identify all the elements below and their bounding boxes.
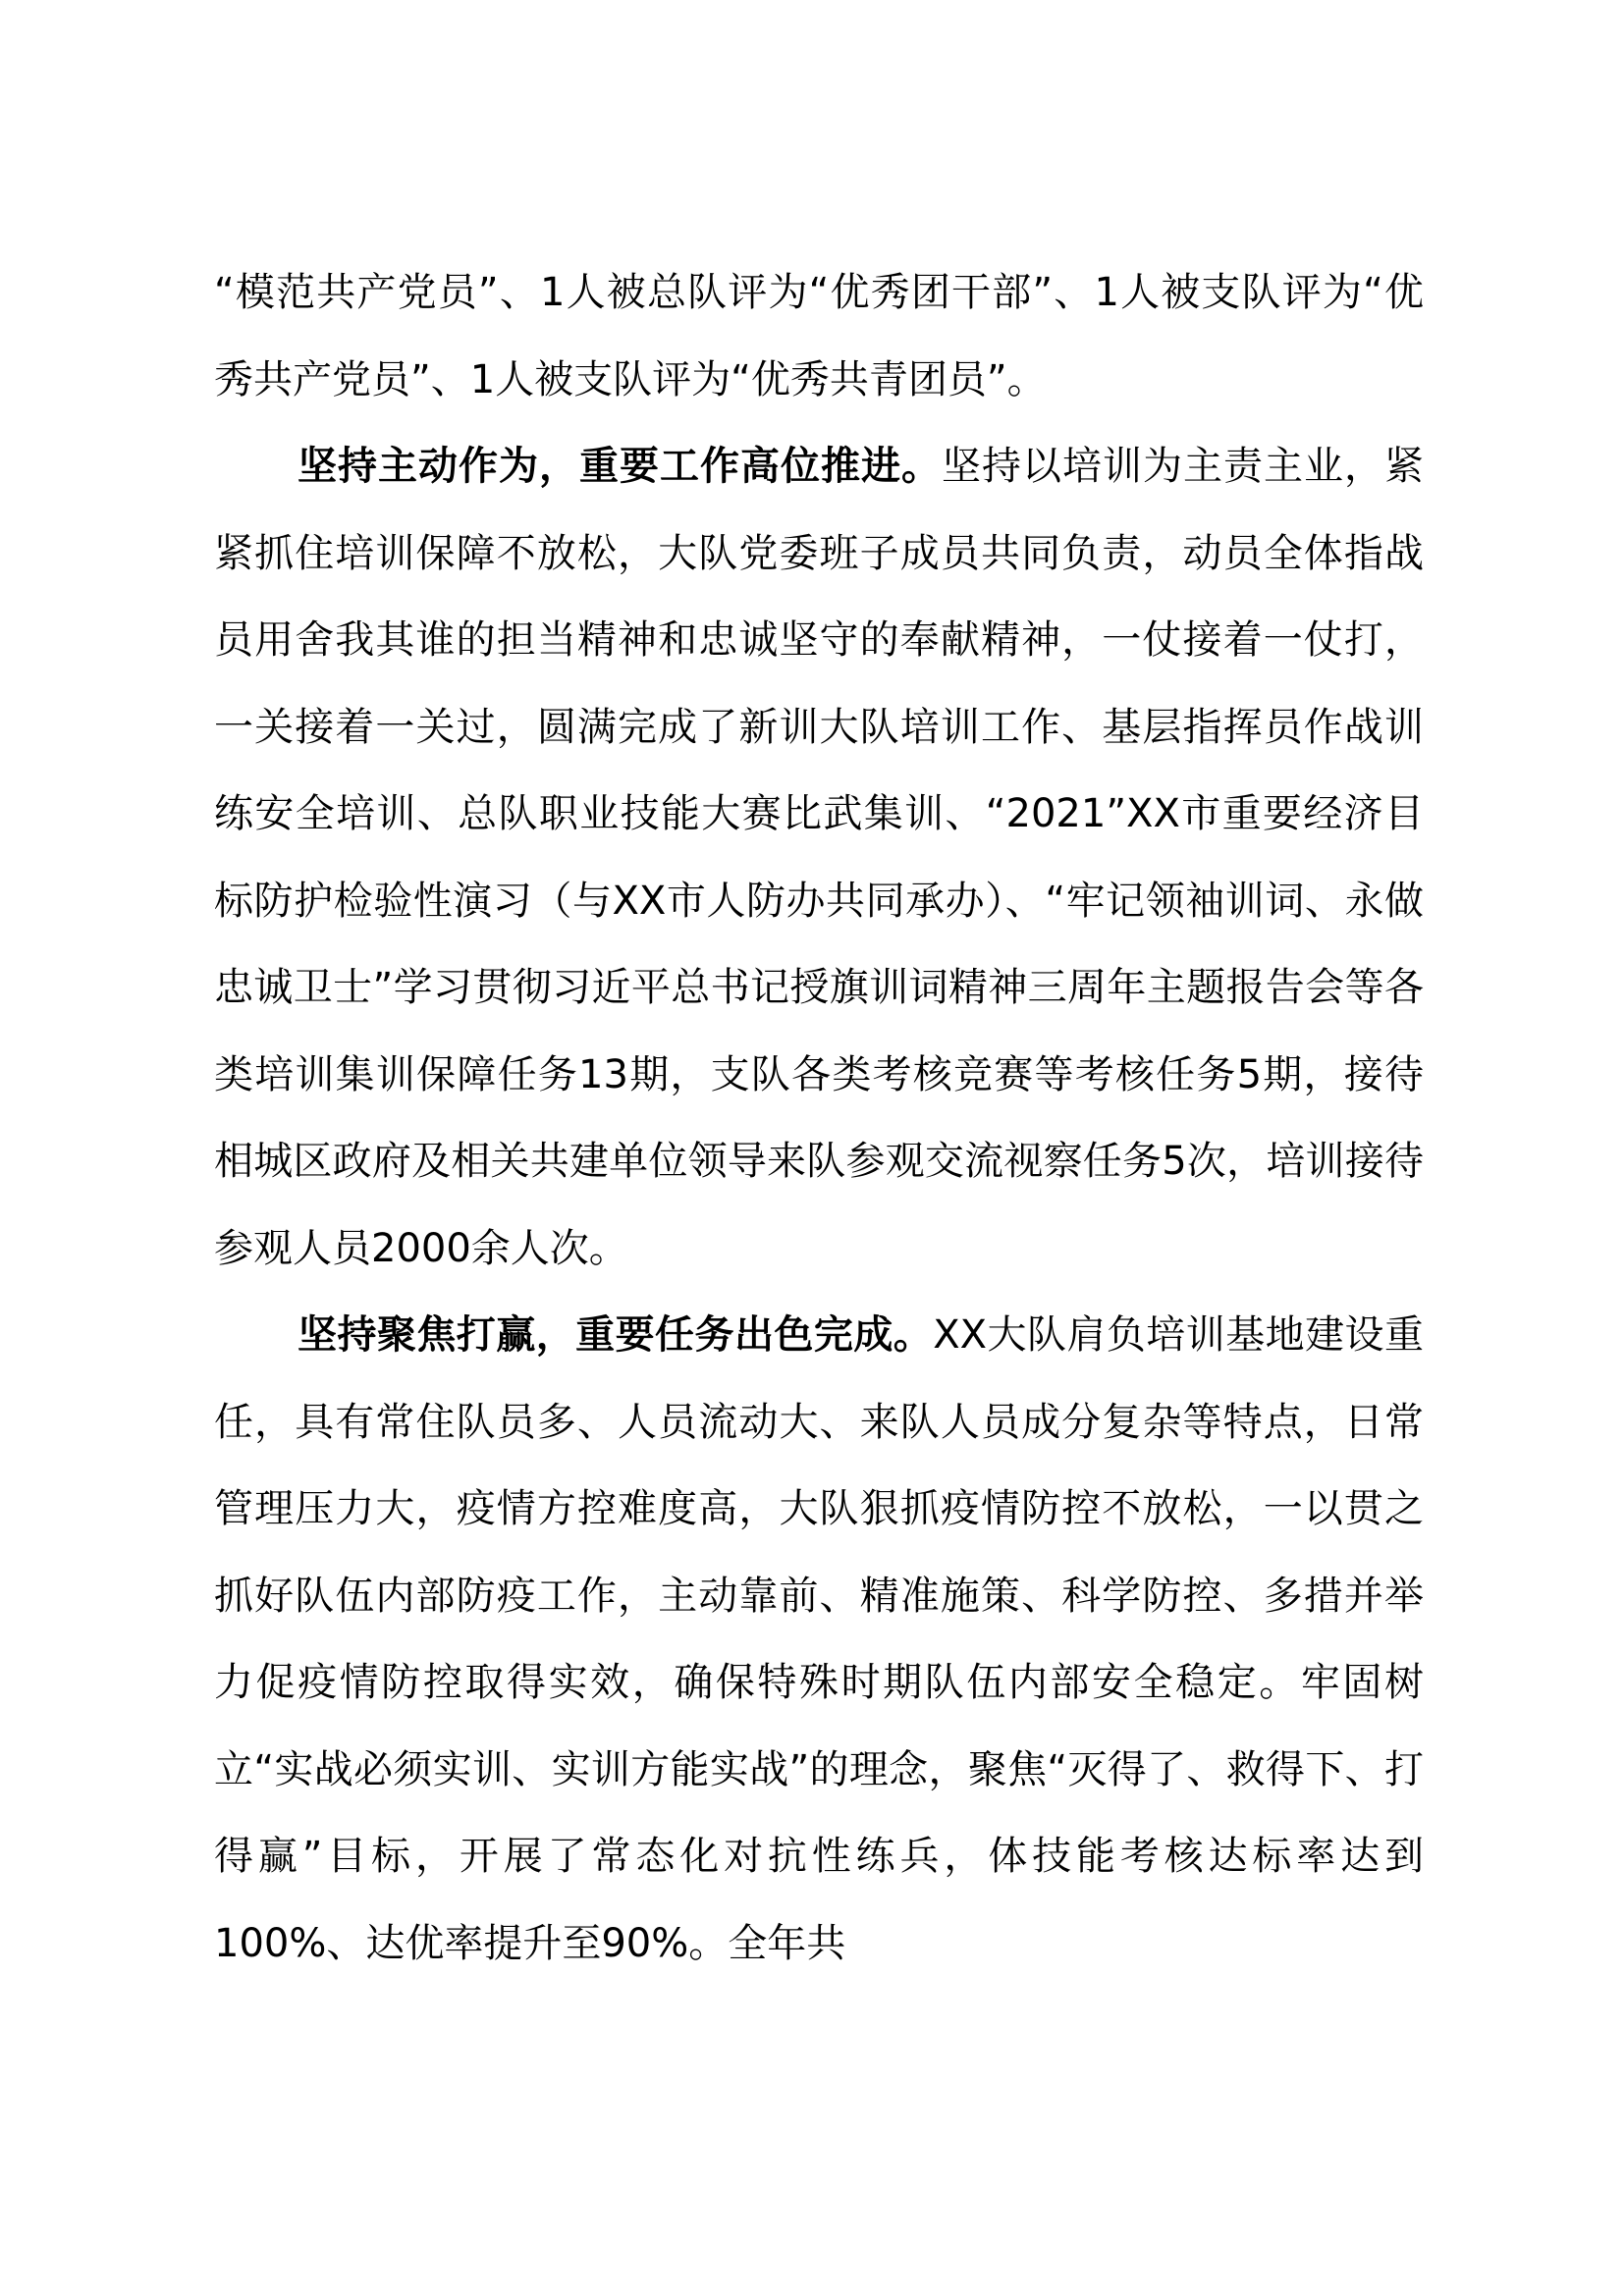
paragraph-text: XX大队肩负培训基地建设重任，具有常住队员多、人员流动大、来队人员成分复杂等特点，日常管理压力大，疫情方控难度高，大队狠抓疫情防控不放松，一以贯之抓好队伍内部防疫工作，主动靠前、精准施策、科学防控、多措并举力促疫情防控取得实效，确保特殊时期队伍内部安全稳定。牢固树立“实战必须实训、实训方能实战”的理念，聚焦“灭得了、救得下、打得赢”目标，开展了常态化对抗性练兵，体技能考核达标率达到100%、达优率提升至90%。全年共 (214, 1312, 1425, 1966)
paragraph-active-work (214, 423, 1424, 1292)
paragraph-focus-winning (214, 1292, 1424, 1987)
paragraph-honors-continued (214, 249, 1424, 423)
paragraph-text: “模范共产党员”、1人被总队评为“优秀团干部”、1人被支队评为“优秀共产党员”、1人被支队评为“优秀共青团员”。 (214, 270, 1424, 402)
document-page (214, 249, 1424, 1987)
paragraph-lead-heading: 坚持主动作为，重要工作高位推进。 (298, 444, 942, 489)
paragraph-lead-heading: 坚持聚焦打赢，重要任务出色完成。 (298, 1312, 934, 1358)
paragraph-text: 坚持以培训为主责主业，紧紧抓住培训保障不放松，大队党委班子成员共同负责，动员全体指战员用舍我其谁的担当精神和忠诚坚守的奉献精神，一仗接着一仗打，一关接着一关过，圆满完成了新训大队培训工作、基层指挥员作战训练安全培训、总队职业技能大赛比武集训、“2021”XX市重要经济目标防护检验性演习（与XX市人防办共同承办）、“牢记领袖训词、永做忠诚卫士”学习贯彻习近平总书记授旗训词精神三周年主题报告会等各类培训集训保障任务13期，支队各类考核竞赛等考核任务5期，接待相城区政府及相关共建单位领导来队参观交流视察任务5次，培训接待参观人员2000余人次。 (214, 444, 1424, 1271)
